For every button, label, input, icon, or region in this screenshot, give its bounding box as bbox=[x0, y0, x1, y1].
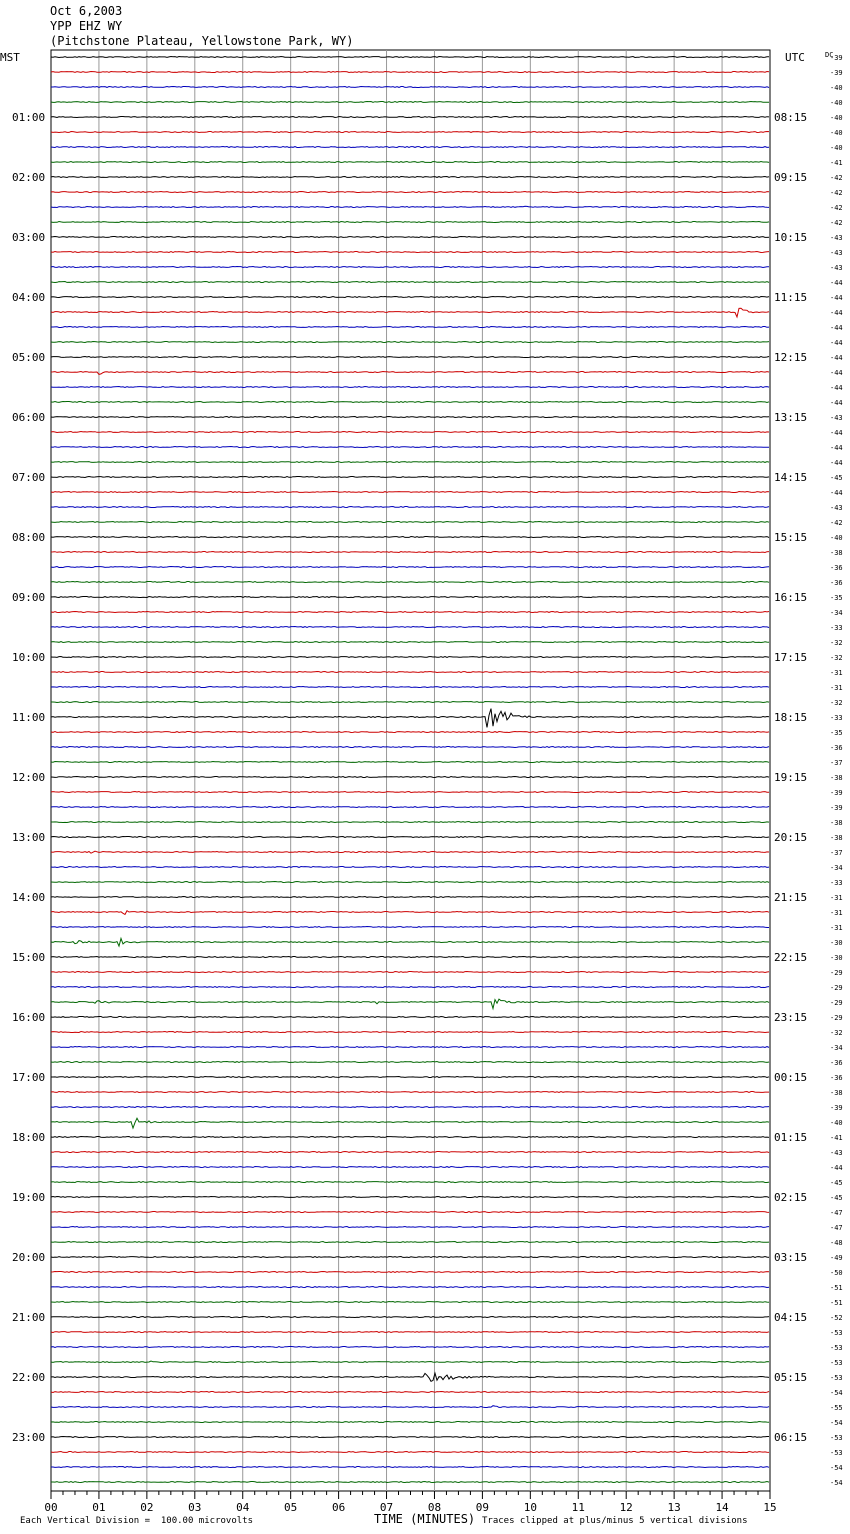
trace-5 bbox=[51, 132, 769, 133]
dc-offset-label: -42 bbox=[830, 189, 843, 197]
utc-hour-label: 00:15 bbox=[774, 1071, 808, 1084]
trace-95 bbox=[51, 1482, 769, 1483]
trace-82 bbox=[51, 1287, 769, 1288]
trace-8 bbox=[51, 177, 769, 178]
dc-offset-label: -38 bbox=[830, 1089, 843, 1097]
dc-offset-label: -43 bbox=[830, 264, 843, 272]
trace-72 bbox=[51, 1137, 769, 1138]
dc-offset-label: -32 bbox=[830, 699, 843, 707]
x-tick-label: 06 bbox=[331, 1501, 346, 1514]
trace-63 bbox=[51, 999, 769, 1008]
dc-offset-label: -33 bbox=[830, 714, 843, 722]
trace-84 bbox=[51, 1317, 769, 1318]
trace-21 bbox=[51, 372, 769, 375]
dc-offset-label: -54 bbox=[830, 1479, 843, 1487]
mst-hour-label: 14:00 bbox=[12, 891, 46, 904]
dc-offset-label: -44 bbox=[830, 429, 843, 437]
traces bbox=[51, 57, 769, 1483]
trace-38 bbox=[51, 627, 769, 628]
trace-37 bbox=[51, 612, 769, 613]
trace-71 bbox=[51, 1118, 769, 1128]
dc-offset-label: -43 bbox=[830, 414, 843, 422]
dc-offset-label: -50 bbox=[830, 1269, 843, 1277]
trace-75 bbox=[51, 1181, 769, 1182]
utc-hour-label: 09:15 bbox=[774, 171, 808, 184]
trace-32 bbox=[51, 537, 769, 538]
utc-hour-label: 06:15 bbox=[774, 1431, 808, 1444]
dc-offset-label: -39 bbox=[830, 789, 843, 797]
time-axis bbox=[44, 1491, 776, 1514]
mst-hour-label: 12:00 bbox=[12, 771, 46, 784]
dc-offset-label: -36 bbox=[830, 1059, 843, 1067]
trace-76 bbox=[51, 1197, 769, 1198]
trace-39 bbox=[51, 642, 769, 643]
dc-offset-label: -35 bbox=[830, 594, 843, 602]
trace-15 bbox=[51, 282, 769, 283]
trace-22 bbox=[51, 387, 769, 388]
trace-57 bbox=[51, 911, 769, 915]
utc-hour-label: 22:15 bbox=[774, 951, 808, 964]
dc-offset-label: -48 bbox=[830, 1239, 843, 1247]
utc-hour-labels bbox=[774, 111, 807, 1444]
dc-offset-label: -44 bbox=[830, 294, 843, 302]
trace-10 bbox=[51, 206, 769, 207]
dc-offset-label: -53 bbox=[830, 1449, 843, 1457]
utc-hour-label: 17:15 bbox=[774, 651, 808, 664]
dc-offset-label: -54 bbox=[830, 1389, 843, 1397]
utc-hour-label: 14:15 bbox=[774, 471, 808, 484]
utc-hour-label: 01:15 bbox=[774, 1131, 808, 1144]
trace-41 bbox=[51, 672, 769, 673]
dc-offset-label: -53 bbox=[830, 1329, 843, 1337]
mst-hour-label: 21:00 bbox=[12, 1311, 46, 1324]
trace-69 bbox=[51, 1092, 769, 1093]
dc-offset-label: -49 bbox=[830, 1254, 843, 1262]
trace-65 bbox=[51, 1032, 769, 1033]
dc-offset-label: -40 bbox=[830, 99, 843, 107]
dc-offset-label: -44 bbox=[830, 444, 843, 452]
trace-50 bbox=[51, 807, 769, 808]
dc-offset-label: -53 bbox=[830, 1434, 843, 1442]
utc-hour-label: 16:15 bbox=[774, 591, 808, 604]
dc-offset-label: -33 bbox=[830, 879, 843, 887]
utc-hour-label: 12:15 bbox=[774, 351, 808, 364]
trace-27 bbox=[51, 462, 769, 463]
clip-note: Traces clipped at plus/minus 5 vertical divisions bbox=[482, 1516, 748, 1526]
dc-offset-label: -33 bbox=[830, 624, 843, 632]
trace-48 bbox=[51, 777, 769, 778]
dc-offset-label: -43 bbox=[830, 504, 843, 512]
x-tick-label: 03 bbox=[188, 1501, 202, 1514]
trace-20 bbox=[51, 357, 769, 358]
utc-hour-label: 02:15 bbox=[774, 1191, 808, 1204]
dc-offset-label: -39 bbox=[830, 804, 843, 812]
trace-49 bbox=[51, 792, 769, 793]
x-tick-label: 09 bbox=[475, 1501, 490, 1514]
dc-offset-label: -44 bbox=[830, 339, 843, 347]
dc-offset-label: -42 bbox=[830, 174, 843, 182]
trace-24 bbox=[51, 417, 769, 418]
scale-note: Each Vertical Division = 100.00 microvolts bbox=[20, 1516, 253, 1526]
utc-hour-label: 03:15 bbox=[774, 1251, 808, 1264]
mst-hour-label: 15:00 bbox=[12, 951, 46, 964]
trace-7 bbox=[51, 162, 769, 163]
dc-offset-label: -55 bbox=[830, 1404, 843, 1412]
trace-80 bbox=[51, 1257, 769, 1258]
mst-hour-label: 01:00 bbox=[12, 111, 46, 124]
x-tick-label: 13 bbox=[667, 1501, 681, 1514]
trace-33 bbox=[51, 552, 769, 553]
dc-offset-label: -52 bbox=[830, 1314, 843, 1322]
trace-58 bbox=[51, 927, 769, 928]
dc-offset-label: -36 bbox=[830, 579, 843, 587]
dc-offset-label: -32 bbox=[830, 654, 843, 662]
trace-64 bbox=[51, 1017, 769, 1018]
utc-hour-label: 13:15 bbox=[774, 411, 808, 424]
dc-offset-label: -44 bbox=[830, 384, 843, 392]
mst-hour-label: 04:00 bbox=[12, 291, 46, 304]
mst-hour-label: 16:00 bbox=[12, 1011, 46, 1024]
utc-hour-label: 19:15 bbox=[774, 771, 808, 784]
utc-hour-label: 18:15 bbox=[774, 711, 808, 724]
dc-offset-label: -44 bbox=[830, 309, 843, 317]
dc-offset-label: -42 bbox=[830, 204, 843, 212]
x-tick-label: 08 bbox=[427, 1501, 442, 1514]
dc-offset-label: -53 bbox=[830, 1359, 843, 1367]
dc-offset-label: -36 bbox=[830, 1074, 843, 1082]
trace-18 bbox=[51, 327, 769, 328]
dc-offset-label: -43 bbox=[830, 1149, 843, 1157]
mst-hour-label: 22:00 bbox=[12, 1371, 46, 1384]
trace-89 bbox=[51, 1392, 769, 1393]
trace-14 bbox=[51, 267, 769, 268]
trace-29 bbox=[51, 492, 769, 493]
dc-offset-label: -40 bbox=[830, 129, 843, 137]
trace-55 bbox=[51, 882, 769, 883]
dc-offset-label: -47 bbox=[830, 1224, 843, 1232]
trace-42 bbox=[51, 687, 769, 688]
trace-43 bbox=[51, 702, 769, 703]
dc-offset-label: -31 bbox=[830, 894, 843, 902]
utc-hour-label: 11:15 bbox=[774, 291, 808, 304]
dc-offset-label: -36 bbox=[830, 744, 843, 752]
mst-hour-label: 06:00 bbox=[12, 411, 46, 424]
trace-9 bbox=[51, 192, 769, 193]
trace-25 bbox=[51, 432, 769, 433]
dc-offset-label: -45 bbox=[830, 474, 843, 482]
trace-36 bbox=[51, 597, 769, 598]
dc-offset-label: -42 bbox=[830, 519, 843, 527]
dc-offset-label: -31 bbox=[830, 924, 843, 932]
minute-gridlines bbox=[99, 50, 722, 1491]
trace-91 bbox=[51, 1422, 769, 1423]
dc-offset-label: -43 bbox=[830, 234, 843, 242]
trace-34 bbox=[51, 567, 769, 568]
dc-offset-label: -51 bbox=[830, 1299, 843, 1307]
trace-56 bbox=[51, 897, 769, 898]
trace-66 bbox=[51, 1047, 769, 1048]
dc-offset-label: -44 bbox=[830, 399, 843, 407]
mst-hour-label: 20:00 bbox=[12, 1251, 46, 1264]
mst-hour-label: 05:00 bbox=[12, 351, 46, 364]
dc-offset-label: -39 bbox=[830, 54, 843, 62]
dc-offset-label: -44 bbox=[830, 489, 843, 497]
dc-offset-label: -31 bbox=[830, 684, 843, 692]
trace-87 bbox=[51, 1361, 769, 1363]
x-axis-title: TIME (MINUTES) bbox=[374, 1512, 476, 1526]
dc-offset-label: -45 bbox=[830, 1179, 843, 1187]
x-tick-label: 14 bbox=[715, 1501, 729, 1514]
mst-hour-label: 17:00 bbox=[12, 1071, 46, 1084]
x-tick-label: 15 bbox=[763, 1501, 777, 1514]
dc-offset-label: -39 bbox=[830, 69, 843, 77]
mst-hour-label: 02:00 bbox=[12, 171, 46, 184]
dc-offset-label: -29 bbox=[830, 984, 843, 992]
mst-hour-label: 11:00 bbox=[12, 711, 46, 724]
dc-offset-label: -54 bbox=[830, 1419, 843, 1427]
mst-hour-label: 10:00 bbox=[12, 651, 46, 664]
trace-88 bbox=[51, 1373, 769, 1381]
x-tick-label: 00 bbox=[44, 1501, 58, 1514]
dc-offset-label: -40 bbox=[830, 144, 843, 152]
dc-offset-label: -29 bbox=[830, 999, 843, 1007]
x-tick-label: 04 bbox=[236, 1501, 250, 1514]
dc-offset-label: -37 bbox=[830, 759, 843, 767]
dc-offset-label: -40 bbox=[830, 84, 843, 92]
trace-28 bbox=[51, 477, 769, 478]
dc-offset-label: -32 bbox=[830, 639, 843, 647]
trace-68 bbox=[51, 1077, 769, 1078]
dc-offset-label: -44 bbox=[830, 1164, 843, 1172]
dc-offset-label: -31 bbox=[830, 669, 843, 677]
utc-hour-label: 23:15 bbox=[774, 1011, 808, 1024]
dc-offset-label: -38 bbox=[830, 549, 843, 557]
dc-offset-label: -44 bbox=[830, 369, 843, 377]
utc-hour-label: 20:15 bbox=[774, 831, 808, 844]
dc-offset-label: -44 bbox=[830, 324, 843, 332]
trace-60 bbox=[51, 957, 769, 958]
trace-67 bbox=[51, 1062, 769, 1063]
mst-hour-label: 18:00 bbox=[12, 1131, 46, 1144]
trace-90 bbox=[51, 1406, 769, 1408]
utc-hour-label: 10:15 bbox=[774, 231, 808, 244]
dc-offset-labels bbox=[830, 54, 843, 1487]
mst-label: MST bbox=[0, 51, 20, 64]
dc-offset-label: -44 bbox=[830, 459, 843, 467]
trace-54 bbox=[51, 867, 769, 868]
x-tick-label: 11 bbox=[571, 1501, 585, 1514]
dc-offset-label: -31 bbox=[830, 909, 843, 917]
trace-2 bbox=[51, 87, 769, 88]
trace-81 bbox=[51, 1272, 769, 1273]
dc-offset-label: -38 bbox=[830, 819, 843, 827]
dc-header: DC bbox=[825, 51, 834, 59]
trace-19 bbox=[51, 342, 769, 343]
x-tick-label: 01 bbox=[92, 1501, 106, 1514]
trace-31 bbox=[51, 522, 769, 523]
trace-4 bbox=[51, 117, 769, 118]
dc-offset-label: -34 bbox=[830, 609, 843, 617]
trace-35 bbox=[51, 582, 769, 583]
dc-offset-label: -38 bbox=[830, 774, 843, 782]
trace-51 bbox=[51, 822, 769, 823]
trace-40 bbox=[51, 657, 769, 658]
trace-12 bbox=[51, 237, 769, 238]
utc-label: UTC bbox=[785, 51, 805, 64]
trace-6 bbox=[51, 147, 769, 148]
trace-46 bbox=[51, 747, 769, 748]
dc-offset-label: -43 bbox=[830, 249, 843, 257]
trace-83 bbox=[51, 1302, 769, 1303]
trace-1 bbox=[51, 72, 769, 73]
mst-hour-label: 08:00 bbox=[12, 531, 46, 544]
dc-offset-label: -47 bbox=[830, 1209, 843, 1217]
x-tick-label: 10 bbox=[523, 1501, 537, 1514]
dc-offset-label: -44 bbox=[830, 354, 843, 362]
dc-offset-label: -44 bbox=[830, 279, 843, 287]
trace-3 bbox=[51, 102, 769, 103]
trace-94 bbox=[51, 1466, 769, 1467]
dc-offset-label: -34 bbox=[830, 864, 843, 872]
dc-offset-label: -32 bbox=[830, 1029, 843, 1037]
trace-23 bbox=[51, 402, 769, 403]
dc-offset-label: -51 bbox=[830, 1284, 843, 1292]
utc-hour-label: 15:15 bbox=[774, 531, 808, 544]
trace-53 bbox=[51, 851, 769, 853]
mst-hour-labels bbox=[12, 111, 45, 1444]
mst-hour-label: 19:00 bbox=[12, 1191, 46, 1204]
x-tick-label: 07 bbox=[379, 1501, 394, 1514]
trace-47 bbox=[51, 762, 769, 763]
dc-offset-label: -41 bbox=[830, 1134, 843, 1142]
trace-79 bbox=[51, 1242, 769, 1243]
dc-offset-label: -42 bbox=[830, 219, 843, 227]
dc-offset-label: -45 bbox=[830, 1194, 843, 1202]
utc-hour-label: 05:15 bbox=[774, 1371, 808, 1384]
trace-0 bbox=[51, 57, 769, 58]
mst-hour-label: 09:00 bbox=[12, 591, 46, 604]
trace-93 bbox=[51, 1452, 769, 1453]
dc-offset-label: -39 bbox=[830, 1104, 843, 1112]
trace-16 bbox=[51, 297, 769, 298]
trace-26 bbox=[51, 447, 769, 448]
trace-85 bbox=[51, 1332, 769, 1333]
trace-44 bbox=[51, 709, 769, 728]
dc-offset-label: -38 bbox=[830, 834, 843, 842]
dc-offset-label: -29 bbox=[830, 1014, 843, 1022]
dc-offset-label: -40 bbox=[830, 114, 843, 122]
trace-30 bbox=[51, 507, 769, 508]
trace-78 bbox=[51, 1227, 769, 1228]
dc-offset-label: -36 bbox=[830, 564, 843, 572]
dc-offset-label: -37 bbox=[830, 849, 843, 857]
chart-date: Oct 6,2003 bbox=[50, 4, 123, 18]
utc-hour-label: 04:15 bbox=[774, 1311, 808, 1324]
trace-61 bbox=[51, 972, 769, 973]
trace-59 bbox=[51, 938, 769, 946]
dc-offset-label: -53 bbox=[830, 1344, 843, 1352]
station-location: (Pitchstone Plateau, Yellowstone Park, WY) bbox=[50, 34, 354, 48]
utc-hour-label: 21:15 bbox=[774, 891, 808, 904]
x-tick-label: 02 bbox=[140, 1501, 154, 1514]
dc-offset-label: -54 bbox=[830, 1464, 843, 1472]
x-tick-label: 05 bbox=[284, 1501, 298, 1514]
station-code: YPP EHZ WY bbox=[50, 19, 123, 33]
dc-offset-label: -40 bbox=[830, 534, 843, 542]
trace-17 bbox=[51, 308, 769, 317]
trace-70 bbox=[51, 1107, 769, 1108]
mst-hour-label: 07:00 bbox=[12, 471, 46, 484]
trace-45 bbox=[51, 732, 769, 733]
trace-52 bbox=[51, 837, 769, 838]
utc-hour-label: 08:15 bbox=[774, 111, 808, 124]
trace-86 bbox=[51, 1347, 769, 1348]
dc-offset-label: -41 bbox=[830, 159, 843, 167]
trace-92 bbox=[51, 1437, 769, 1438]
dc-offset-label: -53 bbox=[830, 1374, 843, 1382]
trace-62 bbox=[51, 987, 769, 988]
trace-11 bbox=[51, 222, 769, 223]
trace-77 bbox=[51, 1212, 769, 1213]
trace-74 bbox=[51, 1167, 769, 1168]
dc-offset-label: -30 bbox=[830, 954, 843, 962]
trace-73 bbox=[51, 1152, 769, 1153]
mst-hour-label: 13:00 bbox=[12, 831, 46, 844]
trace-13 bbox=[51, 252, 769, 253]
dc-offset-label: -30 bbox=[830, 939, 843, 947]
dc-offset-label: -35 bbox=[830, 729, 843, 737]
dc-offset-label: -40 bbox=[830, 1119, 843, 1127]
dc-offset-label: -34 bbox=[830, 1044, 843, 1052]
x-tick-label: 12 bbox=[619, 1501, 633, 1514]
dc-offset-label: -29 bbox=[830, 969, 843, 977]
mst-hour-label: 03:00 bbox=[12, 231, 46, 244]
mst-hour-label: 23:00 bbox=[12, 1431, 46, 1444]
